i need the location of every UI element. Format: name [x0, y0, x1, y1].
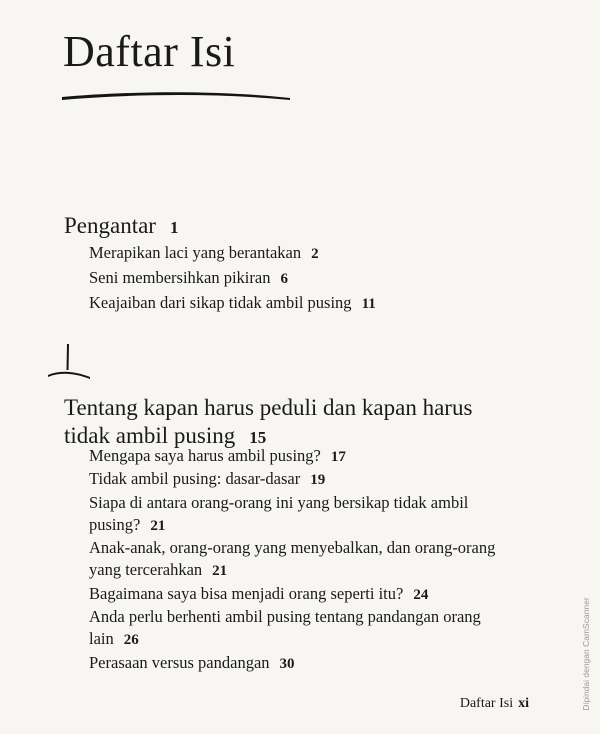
intro-heading-text: Pengantar — [64, 213, 156, 238]
toc-entry-page: 19 — [310, 472, 326, 489]
toc-entry-title: Bagaimana saya bisa menjadi orang seperti itu? — [89, 583, 404, 603]
toc-entry-title: Tidak ambil pusing: dasar-dasar — [89, 469, 301, 489]
intro-page-number: 1 — [169, 218, 179, 237]
page-title: Daftar Isi — [63, 27, 236, 76]
toc-entry-page: 26 — [123, 632, 139, 649]
toc-entry[interactable] — [89, 266, 376, 291]
title-underline-stroke — [58, 86, 298, 106]
toc-entry-page: 6 — [280, 271, 288, 287]
page-folio: xi — [518, 696, 529, 711]
toc-entry-page: 17 — [330, 449, 346, 465]
toc-entry-page: 24 — [413, 586, 429, 603]
toc-entry[interactable] — [89, 468, 495, 491]
toc-entry[interactable] — [89, 492, 495, 538]
toc-entry-title-line1: Siapa di antara orang-orang ini yang bersikap tidak ambil — [89, 492, 469, 512]
part1-heading-line2: tidak ambil pusing — [64, 423, 236, 448]
toc-entry[interactable] — [89, 537, 495, 583]
toc-entry-title: Mengapa saya harus ambil pusing? — [89, 446, 321, 465]
part1-heading — [64, 394, 472, 452]
part1-entry-list — [89, 445, 495, 675]
part-one-numeral-mark — [46, 340, 96, 384]
toc-entry-page: 11 — [361, 296, 376, 312]
toc-entry-title: Perasaan versus pandangan — [89, 652, 270, 672]
intro-entry-list — [89, 241, 376, 316]
toc-entry-page: 2 — [311, 246, 319, 262]
scanner-watermark-text: Dipindai dengan CamScanner — [581, 597, 591, 711]
toc-entry-page: 30 — [279, 655, 295, 672]
toc-entry[interactable] — [89, 291, 376, 316]
toc-entry-title-line1: Anak-anak, orang-orang yang menyebalkan, dan orang-orang — [89, 538, 496, 558]
toc-entry-page: 21 — [212, 563, 228, 580]
toc-entry[interactable] — [89, 606, 495, 652]
toc-entry-title-line1: Anda perlu berhenti ambil pusing tentang pandangan orang — [89, 607, 481, 627]
part1-page-number: 15 — [249, 428, 267, 447]
toc-entry[interactable] — [89, 583, 495, 606]
toc-entry-title-line2: lain — [89, 629, 114, 649]
scanner-watermark — [578, 594, 594, 714]
toc-entry-title: Keajaiban dari sikap tidak ambil pusing — [89, 293, 352, 312]
intro-heading — [64, 212, 178, 242]
toc-entry-page: 21 — [150, 517, 166, 534]
toc-entry[interactable] — [89, 652, 495, 675]
toc-entry-title: Merapikan laci yang berantakan — [89, 243, 302, 262]
toc-entry-title-line2: pusing? — [89, 514, 141, 534]
toc-entry[interactable] — [89, 241, 376, 266]
toc-entry[interactable] — [89, 445, 495, 468]
toc-entry-title-line2: yang tercerahkan — [89, 560, 203, 580]
toc-entry-title: Seni membersihkan pikiran — [89, 268, 271, 287]
page-footer — [460, 696, 529, 712]
part1-heading-line1: Tentang kapan harus peduli dan kapan harus — [64, 395, 473, 420]
running-footer-label: Daftar Isi — [459, 696, 514, 711]
